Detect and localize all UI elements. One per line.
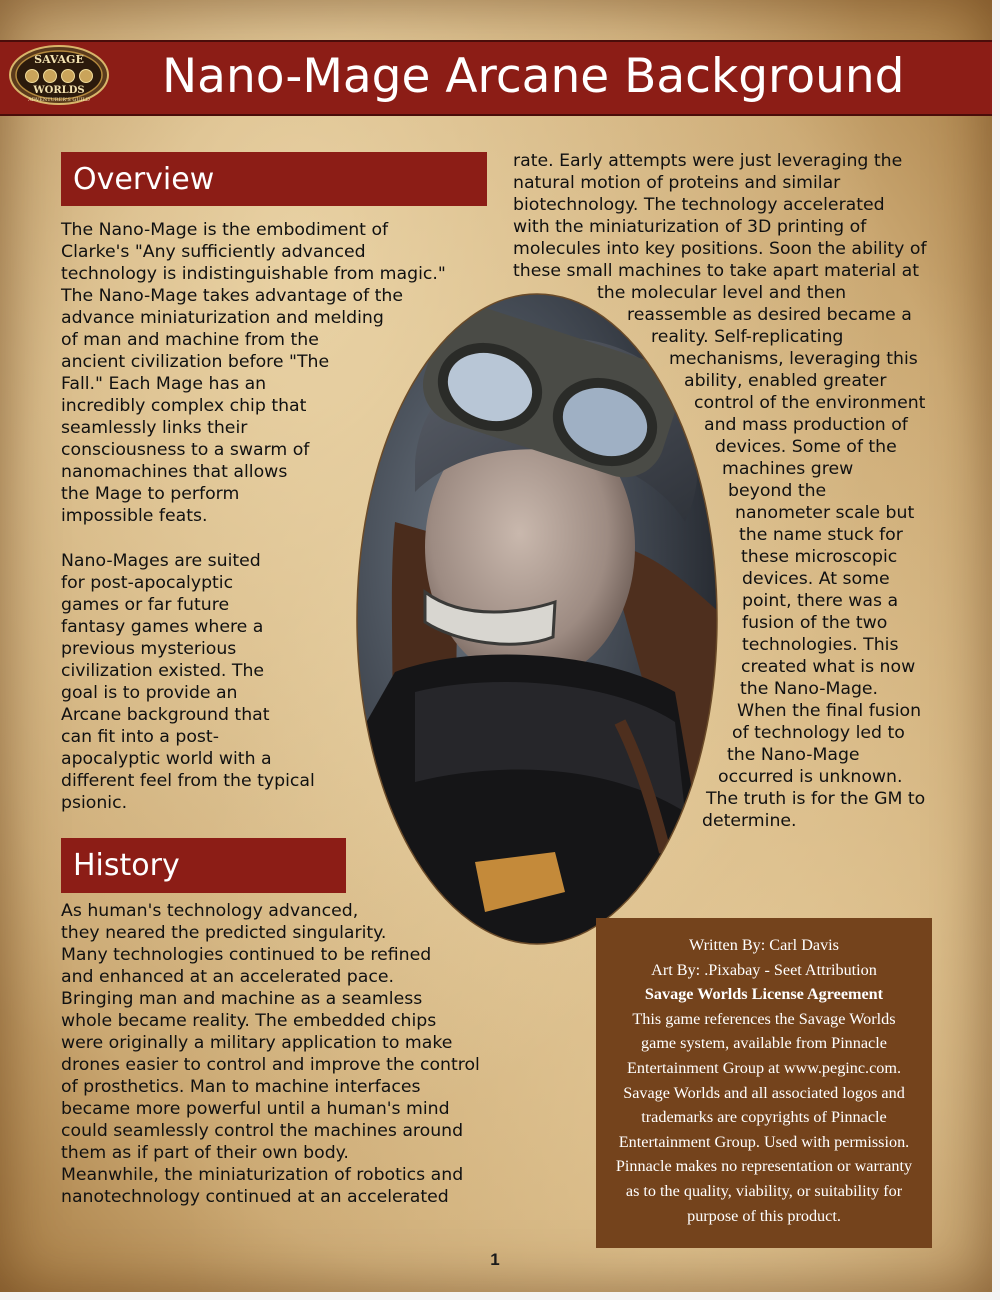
credits-line: Savage Worlds and all associated logos and xyxy=(623,1083,905,1102)
text-line: occurred is unknown. xyxy=(718,767,903,787)
credits-author: Written By: Carl Davis xyxy=(689,936,839,954)
text-line: impossible feats. xyxy=(61,506,208,526)
text-line: ability, enabled greater xyxy=(684,371,887,391)
text-line: the Nano-Mage. xyxy=(740,679,879,699)
text-line: control of the environment xyxy=(694,393,926,413)
text-line: them as if part of their own body. xyxy=(61,1143,349,1163)
credits-license-heading: Savage Worlds License Agreement xyxy=(644,985,884,1004)
history-paragraph xyxy=(61,900,480,1208)
text-line: whole became reality. The embedded chips xyxy=(61,1011,437,1031)
text-line: Many technologies continued to be refined xyxy=(61,945,432,965)
text-line: of man and machine from the xyxy=(61,330,319,350)
text-line: different feel from the typical xyxy=(61,771,315,791)
text-line: became more powerful until a human's mind xyxy=(61,1099,450,1119)
text-line: fusion of the two xyxy=(742,613,888,633)
credits-line: This game references the Savage Worlds xyxy=(632,1009,896,1028)
credits-line: game system, available from Pinnacle xyxy=(641,1034,887,1053)
text-line: for post-apocalyptic xyxy=(61,573,234,593)
text-line: beyond the xyxy=(728,481,827,501)
text-line: ancient civilization before "The xyxy=(61,352,330,372)
text-line: can fit into a post- xyxy=(61,727,219,747)
text-line: technology is indistinguishable from magic." xyxy=(61,264,446,284)
text-line: with the miniaturization of 3D printing of xyxy=(513,217,867,237)
text-line: biotechnology. The technology accelerated xyxy=(513,195,885,215)
text-line: determine. xyxy=(702,811,797,831)
text-line: Fall." Each Mage has an xyxy=(61,374,267,394)
text-line: reassemble as desired became a xyxy=(627,305,912,325)
text-line: mechanisms, leveraging this xyxy=(669,349,918,369)
text-line: previous mysterious xyxy=(61,639,237,659)
text-line: were originally a military application to make xyxy=(61,1033,453,1053)
text-line: these small machines to take apart material at xyxy=(513,261,920,281)
text-line: Nano-Mages are suited xyxy=(61,551,261,571)
text-line: fantasy games where a xyxy=(61,617,264,637)
text-line: seamlessly links their xyxy=(61,418,248,438)
text-line: the molecular level and then xyxy=(597,283,847,303)
credits-line: Entertainment Group. Used with permission. xyxy=(618,1132,910,1151)
text-line: Clarke's "Any sufficiently advanced xyxy=(61,242,366,262)
logo-top-text: SAVAGE xyxy=(34,53,84,66)
text-line: they neared the predicted singularity. xyxy=(61,923,387,943)
text-line: devices. Some of the xyxy=(715,437,897,457)
aviator-portrait-image xyxy=(355,292,719,946)
text-line: the Mage to perform xyxy=(61,484,240,504)
text-line: technologies. This xyxy=(742,635,899,655)
text-line: the name stuck for xyxy=(739,525,903,545)
text-line: advance miniaturization and melding xyxy=(61,308,384,328)
overview-heading: Overview xyxy=(61,152,487,206)
text-line: and enhanced at an accelerated pace. xyxy=(61,967,394,987)
text-line: could seamlessly control the machines around xyxy=(61,1121,464,1141)
text-line: created what is now xyxy=(741,657,916,677)
text-line: goal is to provide an xyxy=(61,683,238,703)
text-line: machines grew xyxy=(722,459,854,479)
text-line: incredibly complex chip that xyxy=(61,396,307,416)
text-line: Bringing man and machine as a seamless xyxy=(61,989,423,1009)
credits-line: trademarks are copyrights of Pinnacle xyxy=(641,1108,887,1127)
text-line: devices. At some xyxy=(742,569,890,589)
page-title: Nano-Mage Arcane Background xyxy=(162,49,905,104)
text-line: drones easier to control and improve the control xyxy=(61,1055,480,1075)
page-number: 1 xyxy=(490,1250,500,1269)
history-heading: History xyxy=(61,838,346,893)
text-line: civilization existed. The xyxy=(61,661,265,681)
text-line: The Nano-Mage is the embodiment of xyxy=(61,220,389,240)
text-line: of technology led to xyxy=(732,723,905,743)
logo-mid-text: WORLDS xyxy=(33,85,85,96)
text-line: nanomachines that allows xyxy=(61,462,288,482)
credits-line: as to the quality, viability, or suitability for xyxy=(625,1181,903,1200)
text-line: Arcane background that xyxy=(61,705,270,725)
text-line: reality. Self-replicating xyxy=(651,327,844,347)
text-line: The truth is for the GM to xyxy=(706,789,926,809)
logo-bottom-text: ADVENTURER'S GUILD xyxy=(28,97,90,103)
text-line: The Nano-Mage takes advantage of the xyxy=(61,286,404,306)
credits-line: purpose of this product. xyxy=(687,1206,841,1225)
credits-line: Pinnacle makes no representation or warranty xyxy=(615,1157,913,1176)
text-line: nanometer scale but xyxy=(735,503,915,523)
savage-worlds-logo xyxy=(8,44,110,106)
text-line: the Nano-Mage xyxy=(727,745,860,765)
credits-box xyxy=(596,918,932,1248)
text-line: As human's technology advanced, xyxy=(61,901,359,921)
text-line: rate. Early attempts were just leveraging the xyxy=(513,151,903,171)
text-line: games or far future xyxy=(61,595,230,615)
credits-art: Art By: .Pixabay - Seet Attribution xyxy=(651,960,877,979)
text-line: Meanwhile, the miniaturization of robotics and xyxy=(61,1165,464,1185)
text-line: of prosthetics. Man to machine interfaces xyxy=(61,1077,421,1097)
text-line: natural motion of proteins and similar xyxy=(513,173,841,193)
text-line: consciousness to a swarm of xyxy=(61,440,310,460)
credits-line: Entertainment Group at www.peginc.com. xyxy=(626,1058,902,1077)
text-line: apocalyptic world with a xyxy=(61,749,272,769)
text-line: nanotechnology continued at an accelerated xyxy=(61,1187,449,1207)
text-line: and mass production of xyxy=(704,415,908,435)
text-line: point, there was a xyxy=(742,591,899,611)
text-line: When the final fusion xyxy=(737,701,922,721)
text-line: molecules into key positions. Soon the ability of xyxy=(513,239,927,259)
text-line: these microscopic xyxy=(741,547,898,567)
text-line: psionic. xyxy=(61,793,128,813)
